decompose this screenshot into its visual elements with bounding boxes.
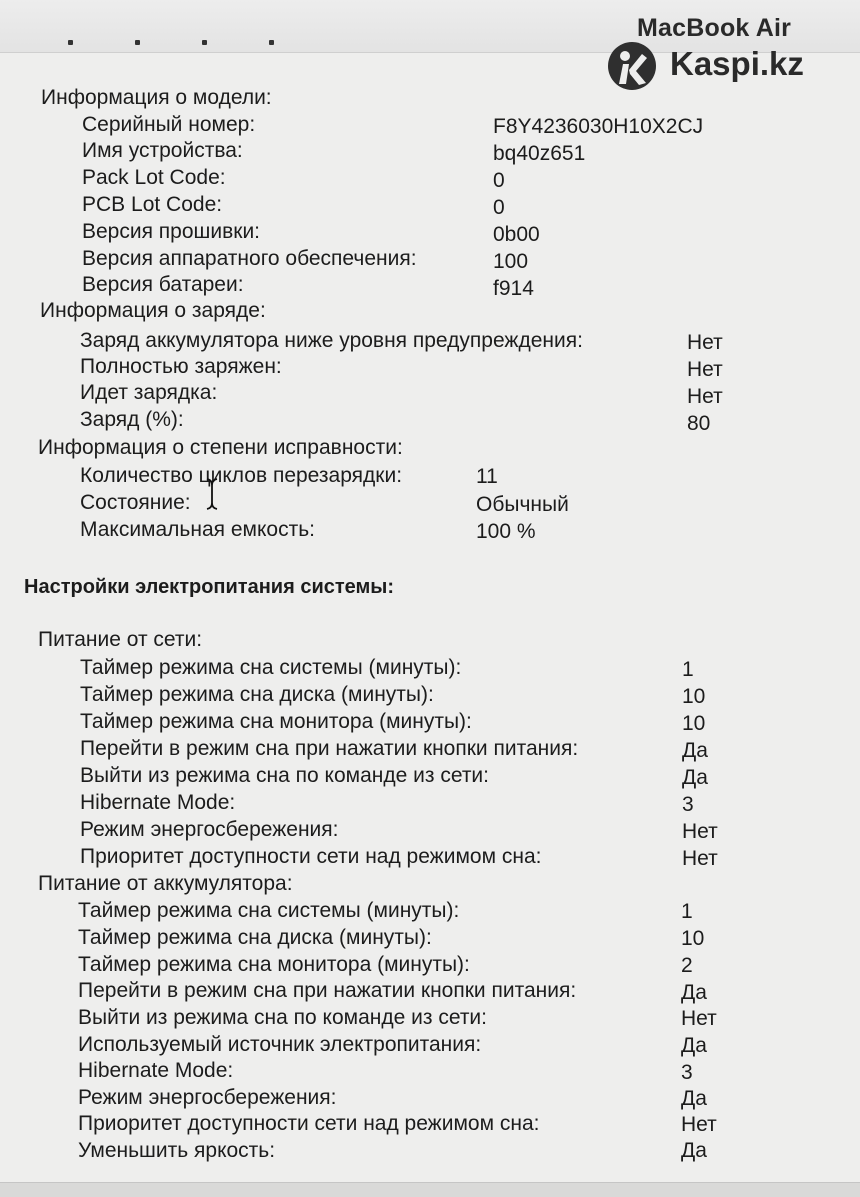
text-cursor-icon [205, 477, 219, 511]
setting-value: 3 [681, 1061, 693, 1084]
setting-label: Режим энергосбережения: [80, 818, 339, 841]
setting-value: 3 [682, 793, 694, 816]
health-info-heading: Информация о степени исправности: [38, 436, 403, 459]
info-label: Версия аппаратного обеспечения: [82, 247, 417, 270]
setting-value: 10 [682, 685, 706, 708]
setting-value: Нет [681, 1113, 717, 1136]
ac-power-heading: Питание от сети: [38, 628, 203, 651]
info-value: 0 [493, 169, 505, 192]
setting-value: Да [682, 766, 708, 789]
setting-value: 10 [681, 927, 705, 950]
setting-label: Таймер режима сна диска (минуты): [80, 683, 434, 706]
setting-label: Уменьшить яркость: [78, 1139, 276, 1162]
info-value: Нет [687, 385, 723, 408]
setting-value: Нет [681, 1007, 717, 1030]
setting-value: 2 [681, 954, 693, 977]
setting-value: 1 [681, 900, 693, 923]
info-value: 11 [476, 465, 498, 488]
info-value: 0 [493, 196, 505, 219]
info-label: Версия батареи: [82, 273, 244, 296]
setting-value: Да [681, 1087, 707, 1110]
info-value: Нет [687, 358, 723, 381]
setting-label: Выйти из режима сна по команде из сети: [80, 764, 489, 787]
setting-value: Да [681, 1139, 707, 1162]
charge-info-heading: Информация о заряде: [40, 299, 266, 322]
info-value: 0b00 [493, 223, 540, 246]
setting-label: Таймер режима сна монитора (минуты): [78, 953, 470, 976]
power-settings-title: Настройки электропитания системы: [24, 576, 395, 598]
info-label: Идет зарядка: [80, 381, 218, 404]
watermark-title: MacBook Air [637, 14, 792, 42]
setting-label: Таймер режима сна системы (минуты): [80, 656, 462, 679]
setting-label: Перейти в режим сна при нажатии кнопки питания: [78, 979, 577, 1002]
info-value: F8Y4236030H10X2CJ [493, 115, 704, 138]
setting-value: Да [681, 981, 707, 1004]
setting-label: Выйти из режима сна по команде из сети: [78, 1006, 487, 1029]
info-value: 100 % [476, 520, 536, 543]
info-value: 80 [687, 412, 711, 435]
setting-value: Да [681, 1034, 707, 1057]
setting-label: Приоритет доступности сети над режимом сна: [78, 1112, 540, 1135]
window-bottom-edge [0, 1182, 860, 1197]
info-value: 100 [493, 250, 529, 273]
setting-value: 1 [682, 658, 694, 681]
model-info-heading: Информация о модели: [41, 86, 272, 109]
battery-info-panel [0, 52, 860, 1182]
battery-power-heading: Питание от аккумулятора: [38, 872, 293, 895]
info-label: PCB Lot Code: [82, 193, 223, 216]
info-value: f914 [493, 277, 534, 300]
setting-label: Hibernate Mode: [78, 1059, 234, 1082]
setting-label: Приоритет доступности сети над режимом сна: [80, 845, 542, 868]
setting-label: Режим энергосбережения: [78, 1086, 337, 1109]
watermark-brand: Kaspi.kz [670, 45, 804, 82]
info-label: Полностью заряжен: [80, 355, 282, 378]
setting-label: Используемый источник электропитания: [78, 1033, 482, 1056]
setting-value: Нет [682, 847, 718, 870]
info-label: Состояние: [80, 491, 191, 514]
setting-value: Да [682, 739, 708, 762]
setting-label: Таймер режима сна монитора (минуты): [80, 710, 472, 733]
info-label: Pack Lot Code: [82, 166, 226, 189]
info-label: Имя устройства: [82, 139, 243, 162]
info-label: Серийный номер: [82, 113, 256, 136]
setting-label: Таймер режима сна диска (минуты): [78, 926, 432, 949]
setting-label: Hibernate Mode: [80, 791, 236, 814]
cropped-text-line [68, 40, 388, 48]
info-label: Заряд (%): [80, 408, 184, 431]
info-value: bq40z651 [493, 142, 586, 165]
info-label: Количество циклов перезарядки: [80, 464, 403, 487]
info-label: Максимальная емкость: [80, 518, 315, 541]
setting-value: 10 [682, 712, 706, 735]
setting-label: Перейти в режим сна при нажатии кнопки питания: [80, 737, 579, 760]
setting-label: Таймер режима сна системы (минуты): [78, 899, 460, 922]
info-value: Нет [687, 331, 723, 354]
info-label: Версия прошивки: [82, 220, 261, 243]
info-value: Обычный [476, 493, 569, 516]
setting-value: Нет [682, 820, 718, 843]
info-label: Заряд аккумулятора ниже уровня предупреждения: [80, 329, 583, 352]
